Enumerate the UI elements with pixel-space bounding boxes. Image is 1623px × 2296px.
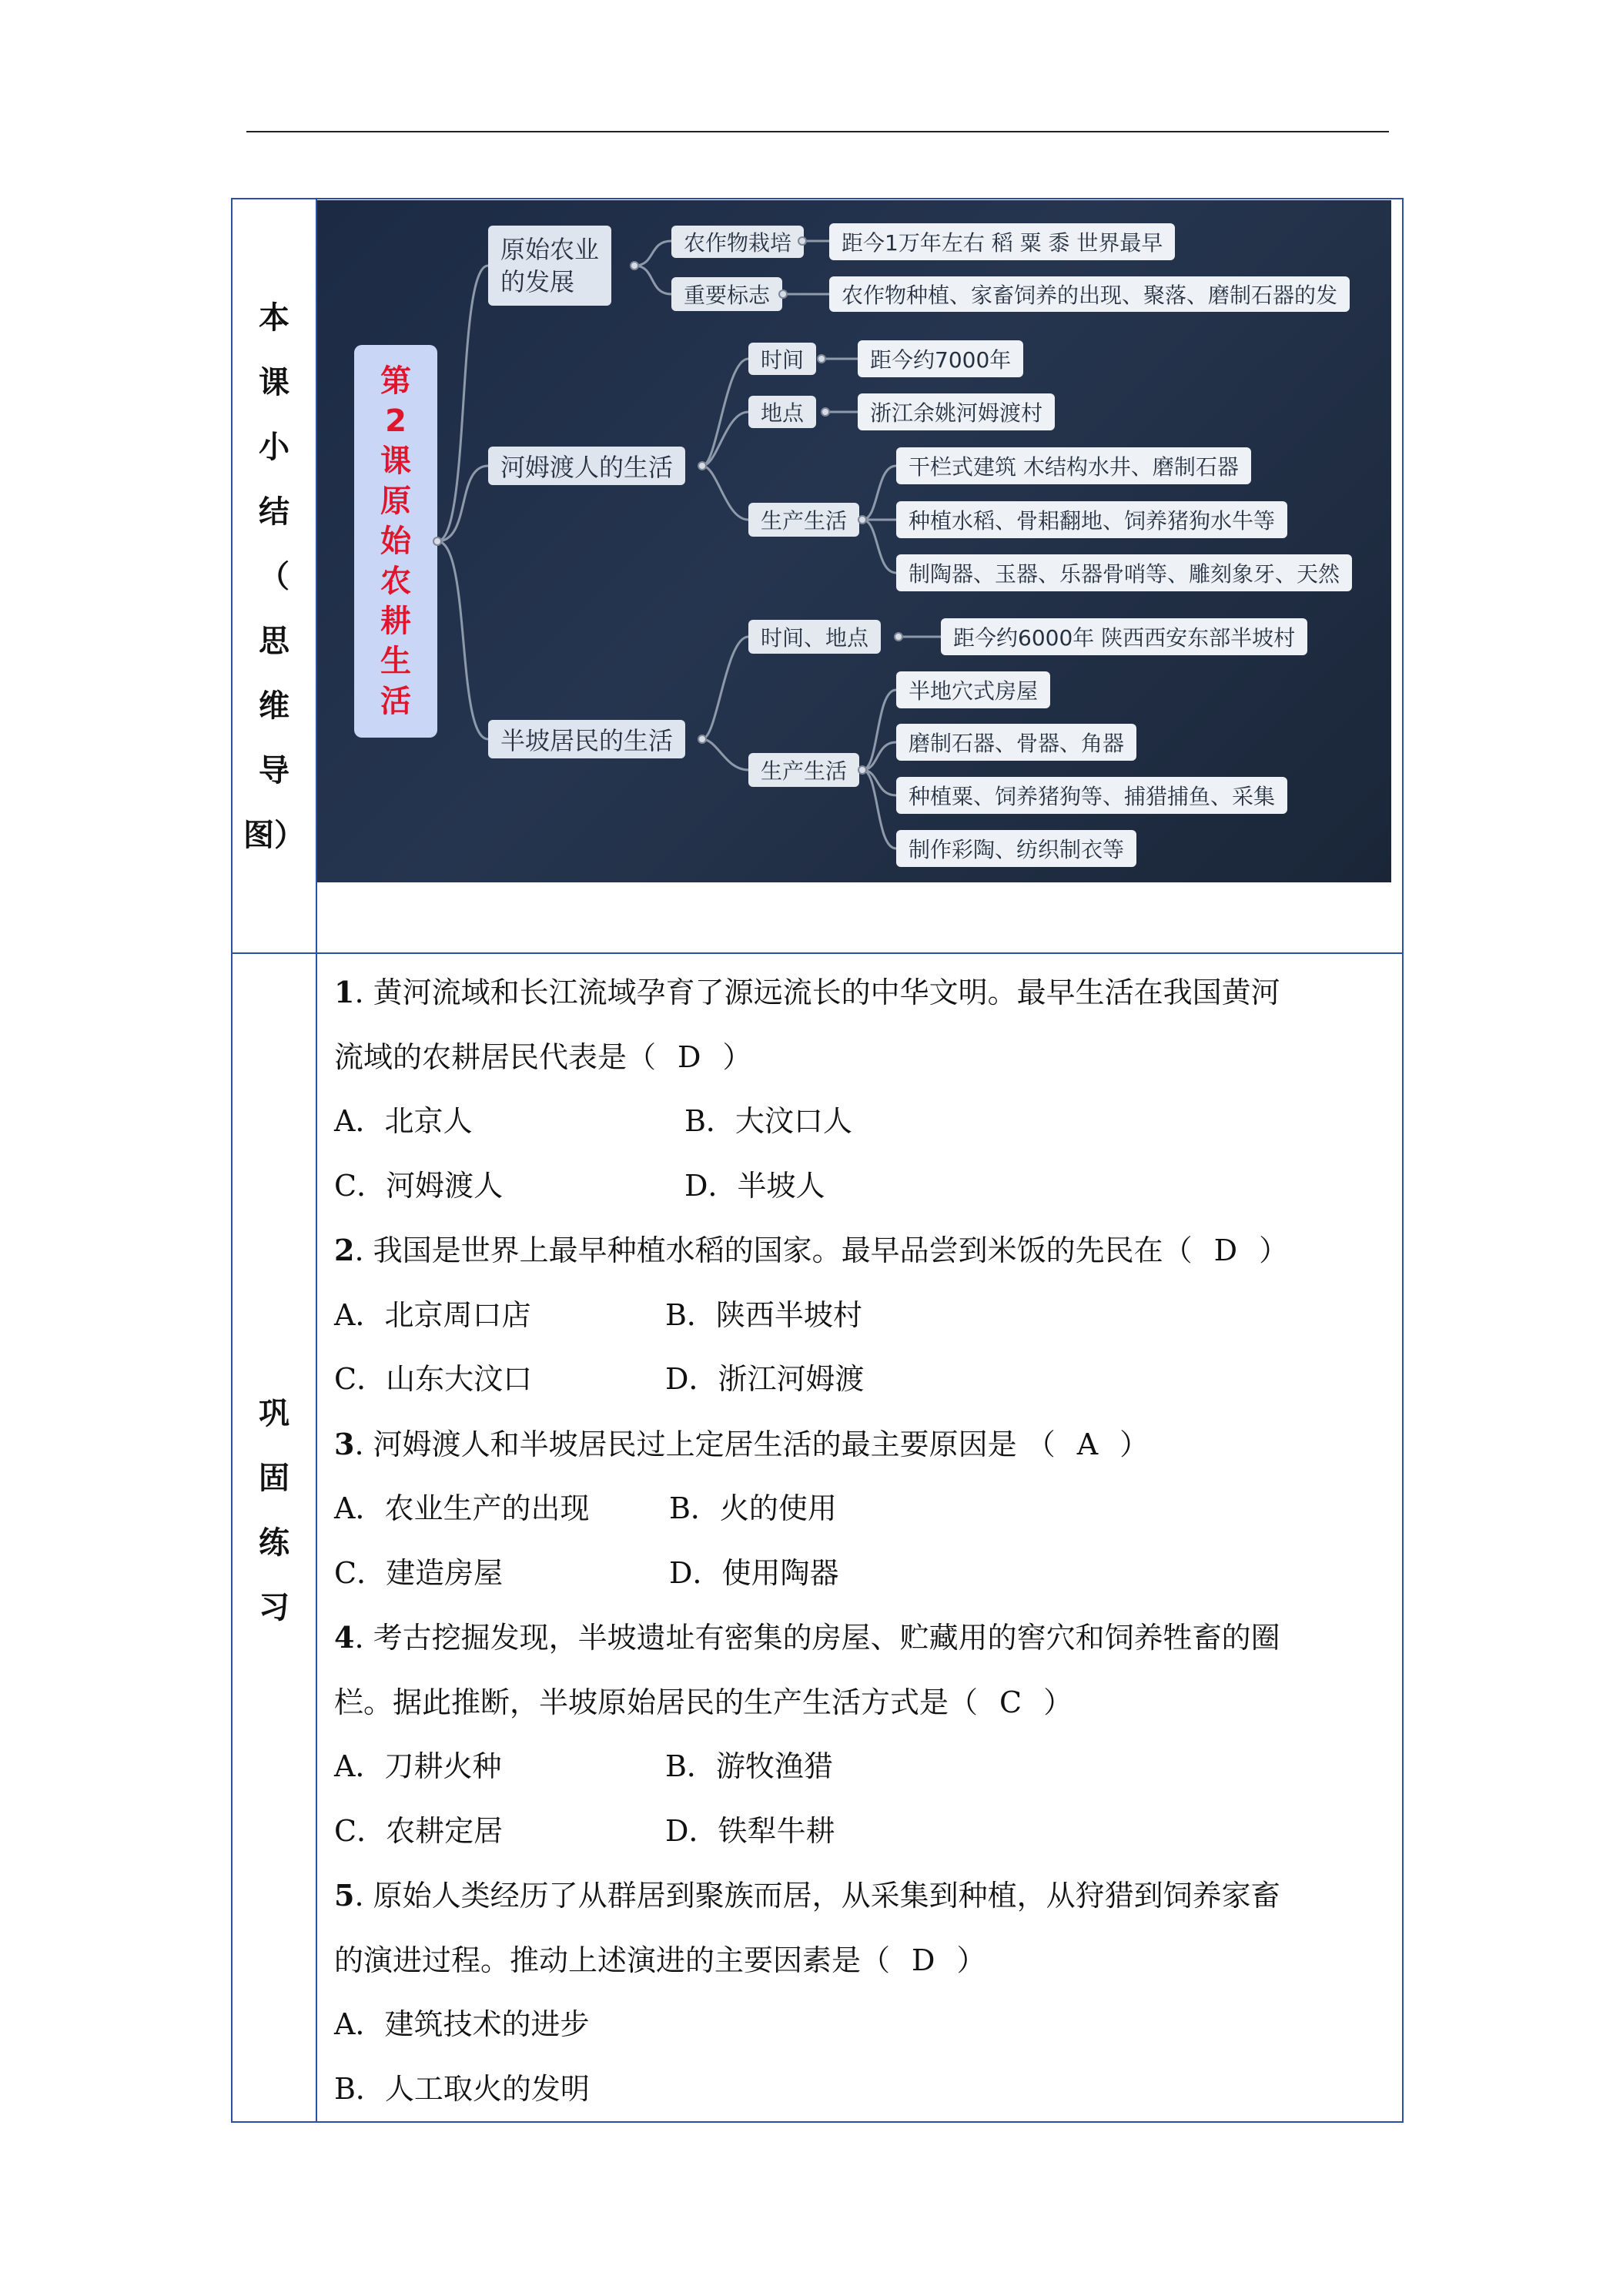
question-number: 1 bbox=[334, 975, 355, 1009]
leaf-hemudu-time: 距今约7000年 bbox=[858, 340, 1023, 377]
option-a: A．农业生产的出现 bbox=[334, 1491, 590, 1525]
branch-hemudu: 河姆渡人的生活 bbox=[488, 447, 685, 485]
collapse-dot-icon bbox=[798, 236, 807, 246]
node-hemudu-place: 地点 bbox=[748, 396, 816, 428]
q4-options-ab bbox=[334, 1735, 1388, 1799]
paren: ） bbox=[956, 1943, 986, 1977]
root-char: 第 bbox=[380, 363, 411, 399]
paren: ） bbox=[722, 1039, 752, 1074]
question-text: . 考古挖掘发现，半坡遗址有密集的房屋、贮藏用的窖穴和饲养牲畜的圈 bbox=[354, 1621, 1280, 1655]
option-c: C．山东大汶口 bbox=[334, 1362, 533, 1396]
branch-agriculture bbox=[488, 226, 611, 306]
label-char: 课 bbox=[259, 365, 289, 400]
node-hemudu-time: 时间 bbox=[748, 343, 816, 375]
question-text: . 原始人类经历了从群居到聚族而居，从采集到种植，从狩猎到饲养家畜 bbox=[354, 1879, 1280, 1913]
leaf-hemudu-place: 浙江余姚河姆渡村 bbox=[858, 393, 1055, 430]
collapse-dot-icon bbox=[433, 537, 442, 546]
q4-line1 bbox=[334, 1605, 1388, 1671]
q5-line2 bbox=[334, 1929, 1388, 1993]
branch-label: 的发展 bbox=[500, 267, 575, 296]
option-b: B．火的使用 bbox=[669, 1491, 837, 1525]
root-char: 课 bbox=[380, 443, 411, 479]
node-important-marks: 重要标志 bbox=[671, 277, 782, 311]
collapse-dot-icon bbox=[698, 735, 707, 744]
question-text: 的演进过程。推动上述演进的主要因素是（ bbox=[334, 1943, 891, 1977]
root-char: 原 bbox=[380, 484, 411, 519]
option-a: A．北京周口店 bbox=[334, 1297, 531, 1332]
label-char: 本 bbox=[259, 300, 289, 336]
q3-options-cd bbox=[334, 1541, 1388, 1606]
collapse-dot-icon bbox=[858, 515, 867, 524]
collapse-dot-icon bbox=[821, 407, 830, 417]
root-char: 农 bbox=[380, 564, 411, 599]
root-char: 耕 bbox=[380, 604, 411, 639]
summary-row bbox=[232, 199, 1403, 953]
collapse-dot-icon bbox=[894, 632, 903, 641]
label-char: （ bbox=[259, 559, 289, 594]
question-text: . 河姆渡人和半坡居民过上定居生活的最主要原因是 （ bbox=[354, 1427, 1056, 1461]
practice-row bbox=[232, 953, 1403, 2122]
q2-options-cd bbox=[334, 1347, 1388, 1412]
leaf-hemudu-life-3: 制陶器、玉器、乐器骨哨等、雕刻象牙、天然 bbox=[896, 554, 1352, 591]
root-char: 始 bbox=[380, 524, 411, 559]
root-char: 生 bbox=[380, 644, 411, 679]
leaf-hemudu-life-1: 干栏式建筑 木结构水井、磨制石器 bbox=[896, 447, 1251, 484]
q4-options-cd bbox=[334, 1799, 1388, 1864]
leaf-banpo-time-place: 距今约6000年 陕西西安东部半坡村 bbox=[941, 618, 1307, 655]
practice-label-cell bbox=[232, 953, 316, 2122]
question-number: 5 bbox=[334, 1878, 355, 1913]
collapse-dot-icon bbox=[817, 354, 826, 363]
collapse-dot-icon bbox=[858, 765, 867, 775]
label-char: 导 bbox=[259, 753, 289, 788]
question-number: 2 bbox=[334, 1233, 355, 1267]
label-char: 结 bbox=[259, 494, 289, 530]
node-hemudu-life: 生产生活 bbox=[748, 503, 859, 537]
option-a: A．北京人 bbox=[334, 1104, 473, 1138]
branch-label: 原始农业 bbox=[500, 235, 600, 264]
option-b: B．陕西半坡村 bbox=[665, 1297, 862, 1332]
option-d: D．浙江河姆渡 bbox=[665, 1362, 865, 1396]
node-banpo-time-place: 时间、地点 bbox=[748, 620, 881, 654]
option-d: D．铁犁牛耕 bbox=[665, 1813, 835, 1848]
question-text: . 我国是世界上最早种植水稻的国家。最早品尝到米饭的先民在（ bbox=[354, 1233, 1193, 1267]
leaf-hemudu-life-2: 种植水稻、骨耜翻地、饲养猪狗水牛等 bbox=[896, 501, 1287, 538]
label-char: 维 bbox=[259, 688, 289, 724]
option-b: B．游牧渔猎 bbox=[665, 1749, 833, 1783]
q4-line2 bbox=[334, 1671, 1388, 1735]
mindmap-root bbox=[354, 345, 437, 738]
q2-options-ab bbox=[334, 1284, 1388, 1348]
label-char: 习 bbox=[259, 1590, 289, 1625]
answer: D bbox=[1213, 1233, 1238, 1267]
answer: D bbox=[912, 1943, 935, 1977]
option-c: C．河姆渡人 bbox=[334, 1168, 504, 1203]
label-char: 练 bbox=[259, 1525, 289, 1561]
option-c: C．农耕定居 bbox=[334, 1813, 504, 1848]
summary-label-cell bbox=[232, 199, 316, 953]
label-char: 思 bbox=[259, 624, 289, 659]
option-b: B．人工取火的发明 bbox=[334, 2071, 590, 2106]
leaf-banpo-life-2: 磨制石器、骨器、角器 bbox=[896, 724, 1136, 761]
question-text: 流域的农耕居民代表是（ bbox=[334, 1039, 657, 1074]
mindmap-image bbox=[317, 200, 1391, 882]
question-number: 3 bbox=[334, 1426, 355, 1461]
label-char: 固 bbox=[259, 1461, 289, 1496]
label-char: 图） bbox=[243, 818, 305, 853]
leaf-crop-cultivation: 距今1万年左右 稻 粟 黍 世界最早 bbox=[829, 223, 1175, 260]
paren: ） bbox=[1043, 1685, 1073, 1719]
answer: D bbox=[678, 1039, 701, 1074]
collapse-dot-icon bbox=[778, 290, 788, 299]
option-d: D．半坡人 bbox=[684, 1168, 825, 1203]
leaf-banpo-life-1: 半地穴式房屋 bbox=[896, 671, 1050, 708]
option-b: B．大汶口人 bbox=[684, 1104, 852, 1138]
q1-options-ab bbox=[334, 1089, 1388, 1154]
paren: ） bbox=[1119, 1427, 1149, 1461]
q1-line1 bbox=[334, 960, 1388, 1026]
question-text: . 黄河流域和长江流域孕育了源远流长的中华文明。最早生活在我国黄河 bbox=[354, 976, 1280, 1009]
option-a: A．建筑技术的进步 bbox=[334, 2007, 590, 2041]
question-number: 4 bbox=[334, 1620, 355, 1655]
root-char: 活 bbox=[380, 684, 411, 719]
label-char: 巩 bbox=[259, 1396, 289, 1431]
q3-options-ab bbox=[334, 1477, 1388, 1541]
option-d: D．使用陶器 bbox=[669, 1555, 839, 1590]
option-c: C．建造房屋 bbox=[334, 1555, 504, 1590]
practice-label bbox=[233, 954, 316, 1640]
answer: C bbox=[999, 1685, 1022, 1719]
summary-label bbox=[233, 199, 316, 868]
q2-line1 bbox=[334, 1218, 1388, 1284]
question-list bbox=[317, 954, 1402, 2121]
q3-line1 bbox=[334, 1412, 1388, 1478]
header-rule bbox=[246, 131, 1389, 132]
q5-option-b bbox=[334, 2057, 1388, 2122]
root-char: 2 bbox=[385, 403, 407, 439]
q1-options-cd bbox=[334, 1154, 1388, 1219]
q5-line1 bbox=[334, 1863, 1388, 1929]
question-text: 栏。据此推断，半坡原始居民的生产生活方式是（ bbox=[334, 1685, 979, 1719]
collapse-dot-icon bbox=[630, 261, 639, 270]
leaf-important-marks: 农作物种植、家畜饲养的出现、聚落、磨制石器的发 bbox=[829, 276, 1350, 312]
q5-option-a bbox=[334, 1993, 1388, 2057]
q1-line2 bbox=[334, 1026, 1388, 1090]
leaf-banpo-life-3: 种植粟、饲养猪狗等、捕猎捕鱼、采集 bbox=[896, 777, 1287, 814]
leaf-banpo-life-4: 制作彩陶、纺织制衣等 bbox=[896, 830, 1136, 867]
node-banpo-life: 生产生活 bbox=[748, 753, 859, 787]
mindmap-cell bbox=[316, 199, 1403, 953]
node-crop-cultivation: 农作物栽培 bbox=[671, 226, 804, 258]
paren: ） bbox=[1259, 1233, 1289, 1267]
answer: A bbox=[1076, 1427, 1099, 1461]
label-char: 小 bbox=[259, 430, 289, 465]
worksheet-table bbox=[231, 198, 1404, 2123]
option-a: A．刀耕火种 bbox=[334, 1749, 502, 1783]
collapse-dot-icon bbox=[698, 461, 707, 470]
branch-banpo: 半坡居民的生活 bbox=[488, 720, 685, 758]
questions-cell bbox=[316, 953, 1403, 2122]
